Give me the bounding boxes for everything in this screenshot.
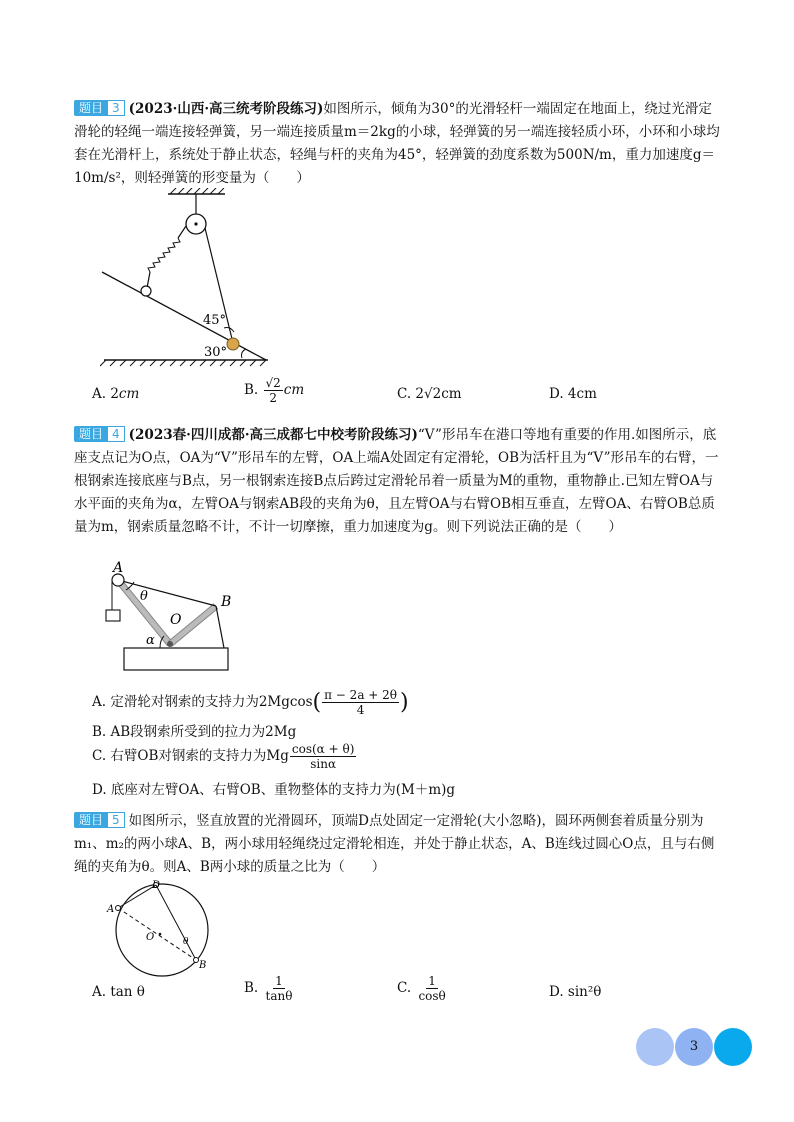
question-text: 如图所示，竖直放置的光滑圆环，顶端D点处固定一定滑轮(大小忽略)，圆环两侧套着质量分别为m₁、m₂的两小球A、B，两小球用轻绳绕过定滑轮相连，并处于静止状态，A、B连线过圆心O点，且与右侧绳的夹角为θ。则A、B两小球的质量之比为（ ）: [74, 813, 715, 875]
label-theta: θ: [140, 589, 148, 604]
q3-option-c[interactable]: C. 2√2cm: [397, 386, 462, 402]
page-number: 3: [689, 1039, 699, 1054]
page-number-badge: [636, 1028, 752, 1066]
label-alpha: α: [146, 633, 155, 648]
q3-option-b[interactable]: B. $\frac{√2}{2}$ cm: [244, 376, 305, 405]
question-tag: 题目 4: [74, 426, 125, 442]
q4-option-d[interactable]: D. 底座对左臂OA、右臂OB、重物整体的支持力为(M＋m)g: [92, 782, 456, 798]
question-5: [74, 810, 724, 879]
question-4: [74, 424, 724, 539]
question-tag: 题目 3: [74, 100, 125, 116]
badge-circle-left: [636, 1028, 674, 1066]
question-3: [74, 98, 724, 190]
badge-circle-right: [714, 1028, 752, 1066]
label-d: D: [152, 880, 161, 891]
question-source: (2023春·四川成都·高三成都七中校考阶段练习): [128, 427, 418, 443]
question-source: (2023·山西·高三统考阶段练习): [128, 101, 324, 117]
angle-label-45: 45°: [203, 313, 227, 328]
q5-option-c[interactable]: C. $\frac{1}{\cos\theta}$: [397, 974, 446, 1003]
figure-incline-spring: [100, 188, 275, 368]
figure-ring-pulley: [104, 880, 228, 978]
label-b: B: [199, 960, 207, 971]
q5-option-d[interactable]: D. sin²θ: [549, 984, 602, 1000]
q3-option-d[interactable]: D. 4cm: [549, 386, 597, 402]
q4-option-c[interactable]: C. 右臂OB对钢索的支持力为Mg $\frac{\cos(\alpha + \theta)}{\sin\alpha}$: [92, 742, 355, 771]
q4-option-a[interactable]: A. 定滑轮对钢索的支持力为2Mgcos( $\frac{\pi - 2a + 2\theta}{4}$ ): [92, 688, 409, 717]
label-a: A: [113, 560, 124, 576]
question-tag: 题目 5: [74, 812, 125, 828]
label-o: O: [170, 612, 182, 628]
q4-option-b[interactable]: B. AB段钢索所受到的拉力为2Mg: [92, 724, 297, 740]
angle-label-30: 30°: [204, 345, 228, 360]
label-a: A: [107, 904, 115, 915]
figure-v-crane: [104, 556, 234, 674]
q5-option-b[interactable]: B. $\frac{1}{\tan\theta}$: [244, 974, 293, 1003]
q3-option-a[interactable]: A. 2cm: [92, 386, 140, 402]
label-b: B: [221, 594, 232, 610]
question-text: “V”形吊车在港口等地有重要的作用.如图所示，底座支点记为O点，OA为“V”形吊车的左臂，OA上端A处固定有定滑轮，OB为活杆且为“V”形吊车的右臂，一根钢索连接底座与B点，另一根钢索连接B点后跨过定滑轮吊着一质量为M的重物，重物静止.已知左臂OA与水平面的夹角为α，左臂OA与钢索AB段的夹角为θ，且左臂OA与右臂OB相互垂直，左臂OA、右臂OB总质量为m，钢索质量忽略不计，不计一切摩擦，重力加速度为g。则下列说法正确的是（ ）: [74, 427, 719, 535]
q5-option-a[interactable]: A. tan θ: [92, 984, 145, 1000]
label-o: O: [146, 932, 155, 943]
question-text: 如图所示，倾角为30°的光滑轻杆一端固定在地面上，绕过光滑定滑轮的轻绳一端连接轻弹簧，另一端连接质量m＝2kg的小球，轻弹簧的另一端连接轻质小环，小环和小球均套在光滑杆上，系统处于静止状态，轻绳与杆的夹角为45°，轻弹簧的劲度系数为500N/m，重力加速度g＝10m/s²，则轻弹簧的形变量为（ ）: [74, 101, 720, 186]
label-theta: θ: [183, 937, 189, 947]
badge-circle-middle: [675, 1028, 713, 1066]
